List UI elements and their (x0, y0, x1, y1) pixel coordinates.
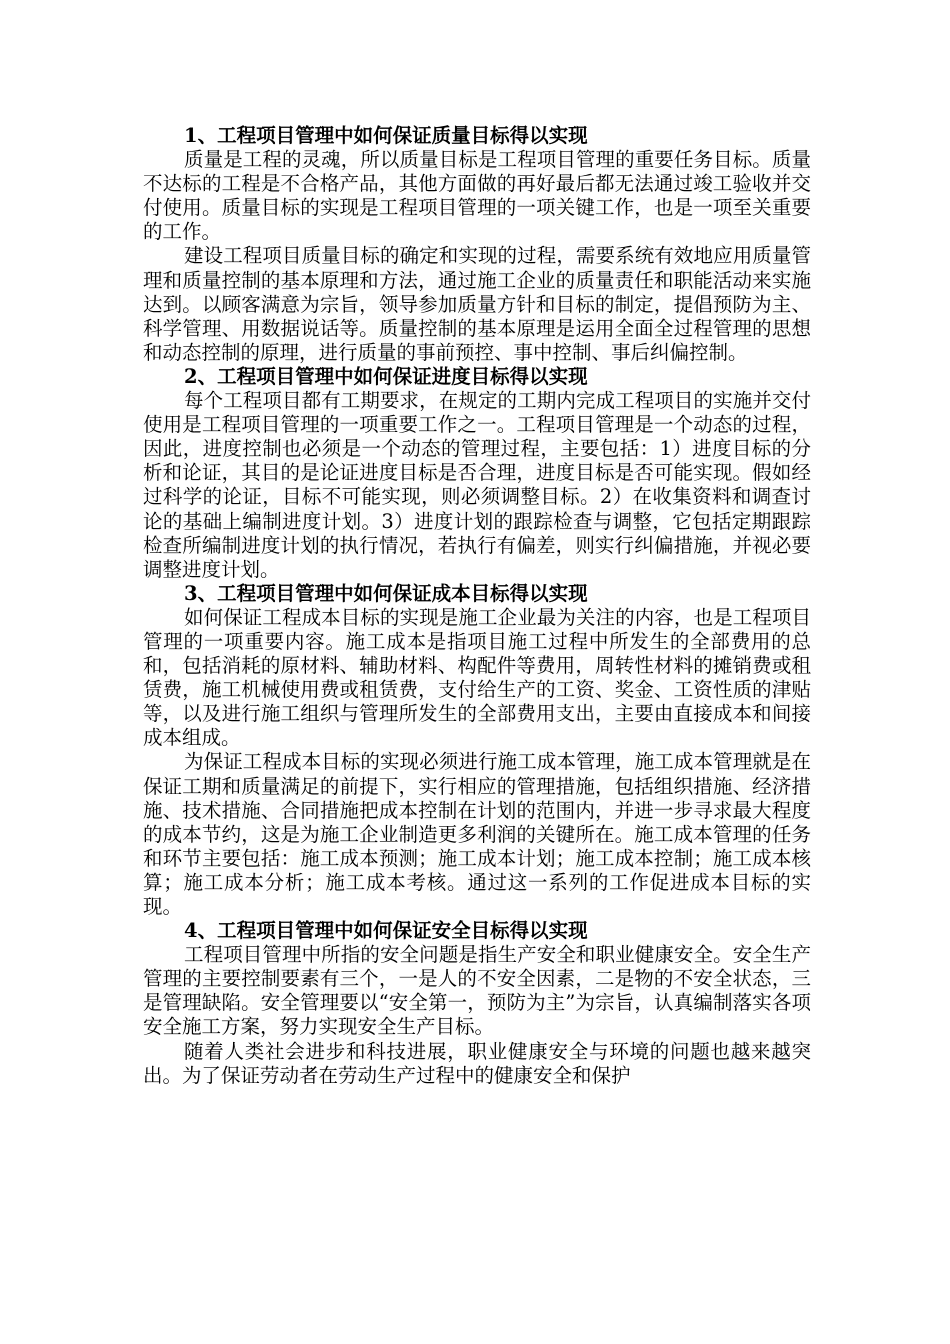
body-paragraph: 每个工程项目都有工期要求，在规定的工期内完成工程项目的实施并交付使用是工程项目管理的一项重要工作之一。工程项目管理是一个动态的过程，因此，进度控制也必须是一个动态的管理过程，主要包括：1）进度目标的分析和论证，其目的是论证进度目标是否合理，进度目标是否可能实现。假如经过科学的论证，目标不可能实现，则必须调整目标。2）在收集资料和调查讨论的基础上编制进度计划。3）进度计划的跟踪检查与调整，它包括定期跟踪检查所编制进度计划的执行情况，若执行有偏差，则实行纠偏措施，并视必要调整进度计划。 (143, 389, 811, 581)
body-paragraph: 如何保证工程成本目标的实现是施工企业最为关注的内容，也是工程项目管理的一项重要内容。施工成本是指项目施工过程中所发生的全部费用的总和，包括消耗的原材料、辅助材料、构配件等费用，周转性材料的摊销费或租赁费，施工机械使用费或租赁费，支付给生产的工资、奖金、工资性质的津贴等，以及进行施工组织与管理所发生的全部费用支出，主要由直接成本和间接成本组成。 (143, 605, 811, 750)
body-paragraph: 随着人类社会进步和科技进展，职业健康安全与环境的问题也越来越突出。为了保证劳动者在劳动生产过程中的健康安全和保护 (143, 1039, 811, 1087)
section-heading: 4、工程项目管理中如何保证安全目标得以实现 (184, 919, 588, 943)
body-paragraph: 为保证工程成本目标的实现必须进行施工成本管理，施工成本管理就是在保证工期和质量满足的前提下，实行相应的管理措施，包括组织措施、经济措施、技术措施、合同措施把成本控制在计划的范围内，并进一步寻求最大程度的成本节约，这是为施工企业制造更多利润的关键所在。施工成本管理的任务和环节主要包括：施工成本预测；施工成本计划；施工成本控制；施工成本核算；施工成本分析；施工成本考核。通过这一系列的工作促进成本目标的实现。 (143, 750, 811, 918)
body-paragraph: 建设工程项目质量目标的确定和实现的过程，需要系统有效地应用质量管理和质量控制的基本原理和方法，通过施工企业的质量责任和职能活动来实施达到。以顾客满意为宗旨，领导参加质量方针和目标的制定，提倡预防为主、科学管理、用数据说话等。质量控制的基本原理是运用全面全过程管理的思想和动态控制的原理，进行质量的事前预控、事中控制、事后纠偏控制。 (143, 244, 811, 364)
section-heading: 3、工程项目管理中如何保证成本目标得以实现 (184, 581, 588, 605)
body-paragraph: 工程项目管理中所指的安全问题是指生产安全和职业健康安全。安全生产管理的主要控制要素有三个，一是人的不安全因素，二是物的不安全状态，三是管理缺陷。安全管理要以“安全第一，预防为主”为宗旨，认真编制落实各项安全施工方案，努力实现安全生产目标。 (143, 943, 811, 1039)
document-page (143, 124, 811, 1088)
body-paragraph: 质量是工程的灵魂，所以质量目标是工程项目管理的重要任务目标。质量不达标的工程是不合格产品，其他方面做的再好最后都无法通过竣工验收并交付使用。质量目标的实现是工程项目管理的一项关键工作，也是一项至关重要的工作。 (143, 148, 811, 244)
section-heading: 1、工程项目管理中如何保证质量目标得以实现 (184, 124, 588, 147)
section-heading: 2、工程项目管理中如何保证进度目标得以实现 (184, 364, 588, 388)
